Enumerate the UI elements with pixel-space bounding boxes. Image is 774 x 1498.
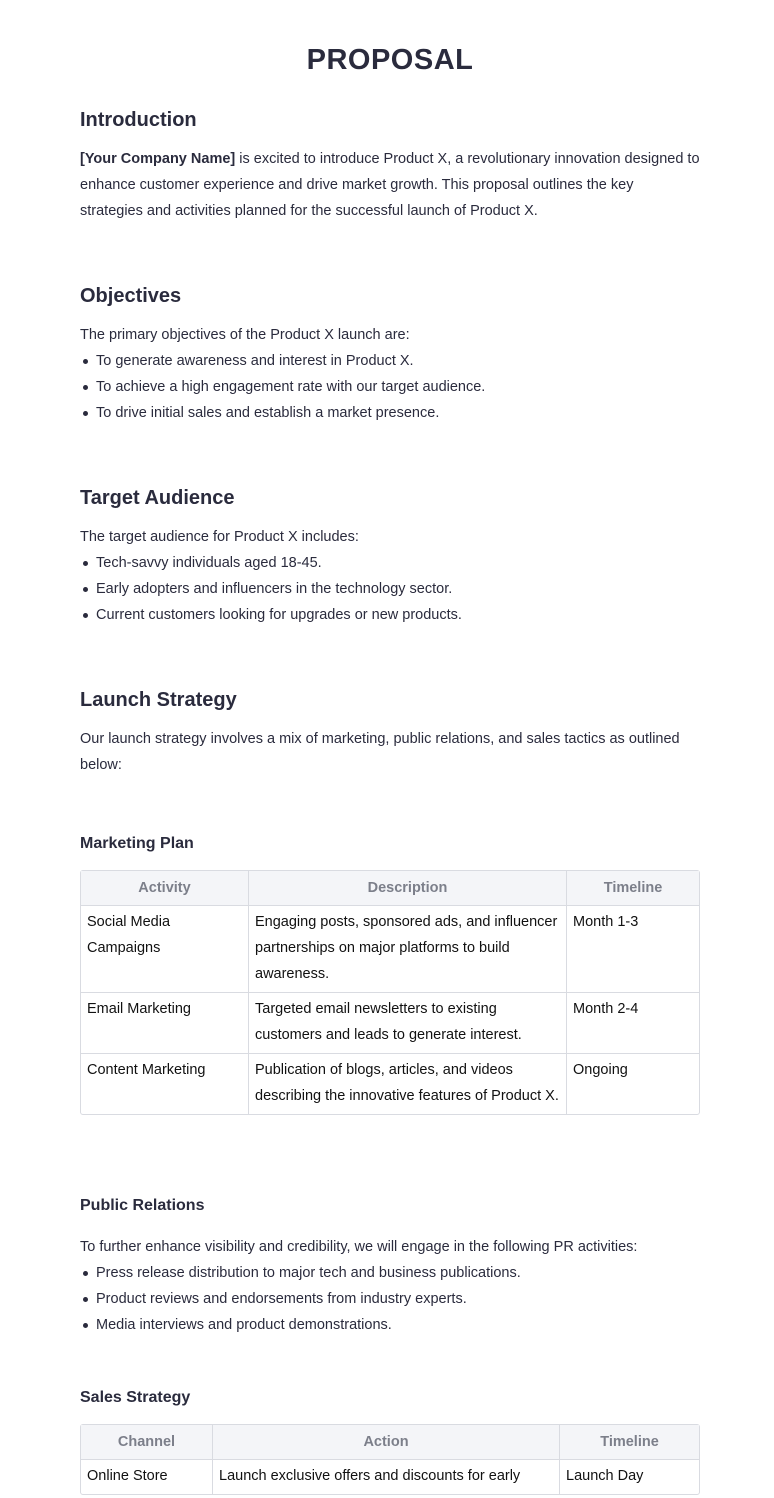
- table-cell: Month 2-4: [567, 993, 699, 1054]
- launch-strategy-section: [80, 688, 700, 778]
- launch-strategy-heading: Launch Strategy: [80, 689, 237, 711]
- list-item: To achieve a high engagement rate with our target audience.: [96, 374, 700, 400]
- target-audience-lead: The target audience for Product X includes:: [80, 529, 359, 545]
- list-item: Tech-savvy individuals aged 18-45.: [96, 550, 700, 576]
- table-cell: Targeted email newsletters to existing customers and leads to generate interest.: [249, 993, 567, 1054]
- table-cell: Month 1-3: [567, 906, 699, 993]
- objectives-section: [80, 284, 700, 426]
- list-item: To drive initial sales and establish a market presence.: [96, 400, 700, 426]
- marketing-plan-heading: Marketing Plan: [80, 835, 194, 852]
- objectives-heading: Objectives: [80, 285, 182, 307]
- table-cell: Email Marketing: [81, 993, 249, 1054]
- marketing-plan-table: [80, 870, 700, 1115]
- column-header-channel: Channel: [81, 1425, 213, 1460]
- column-header-description: Description: [249, 871, 567, 906]
- target-audience-heading: Target Audience: [80, 487, 235, 509]
- column-header-timeline: Timeline: [567, 871, 699, 906]
- sales-strategy-section: [80, 1388, 700, 1495]
- column-header-timeline: Timeline: [560, 1425, 699, 1460]
- objectives-list: [80, 348, 700, 426]
- list-item: Press release distribution to major tech and business publications.: [96, 1260, 700, 1286]
- public-relations-section: [80, 1196, 700, 1338]
- sales-strategy-table: [80, 1424, 700, 1495]
- marketing-plan-section: [80, 834, 700, 1115]
- public-relations-list: [80, 1260, 700, 1338]
- table-row: [81, 906, 699, 993]
- column-header-action: Action: [213, 1425, 560, 1460]
- list-item: Media interviews and product demonstrations.: [96, 1312, 700, 1338]
- table-header-row: [81, 871, 699, 906]
- table-cell: Launch exclusive offers and discounts for early: [213, 1460, 560, 1494]
- column-header-activity: Activity: [81, 871, 249, 906]
- launch-strategy-lead: Our launch strategy involves a mix of marketing, public relations, and sales tactics as outlined below:: [80, 731, 680, 773]
- target-audience-list: [80, 550, 700, 628]
- table-row: [81, 1054, 699, 1114]
- table-header-row: [81, 1425, 699, 1460]
- list-item: To generate awareness and interest in Product X.: [96, 348, 700, 374]
- public-relations-heading: Public Relations: [80, 1197, 205, 1214]
- introduction-paragraph: [80, 146, 700, 224]
- list-item: Early adopters and influencers in the technology sector.: [96, 576, 700, 602]
- company-name-placeholder: [Your Company Name]: [80, 151, 236, 167]
- introduction-section: [80, 108, 700, 224]
- table-cell: Ongoing: [573, 1062, 628, 1078]
- table-cell: Online Store: [81, 1460, 213, 1494]
- table-cell: Publication of blogs, articles, and videos describing the innovative features of Product X.: [249, 1054, 567, 1114]
- table-cell: Engaging posts, sponsored ads, and influencer partnerships on major platforms to build awareness.: [249, 906, 567, 993]
- public-relations-lead: To further enhance visibility and credibility, we will engage in the following PR activities:: [80, 1239, 638, 1255]
- objectives-lead: The primary objectives of the Product X launch are:: [80, 327, 410, 343]
- document-title: PROPOSAL: [306, 44, 474, 76]
- sales-strategy-heading: Sales Strategy: [80, 1389, 191, 1406]
- table-row: [81, 1460, 699, 1494]
- table-row: [81, 993, 699, 1054]
- target-audience-section: [80, 486, 700, 628]
- table-cell: Content Marketing: [81, 1054, 249, 1114]
- list-item: Product reviews and endorsements from industry experts.: [96, 1286, 700, 1312]
- introduction-text: is excited to introduce Product X, a revolutionary innovation designed to enhance customer experience and drive market growth. This proposal outlines the key strategies and activities planned for the successful launch of Product X.: [80, 151, 700, 219]
- table-cell: Launch Day: [566, 1468, 644, 1484]
- introduction-heading: Introduction: [80, 109, 197, 131]
- list-item: Current customers looking for upgrades or new products.: [96, 602, 700, 628]
- table-cell: Social Media Campaigns: [81, 906, 249, 993]
